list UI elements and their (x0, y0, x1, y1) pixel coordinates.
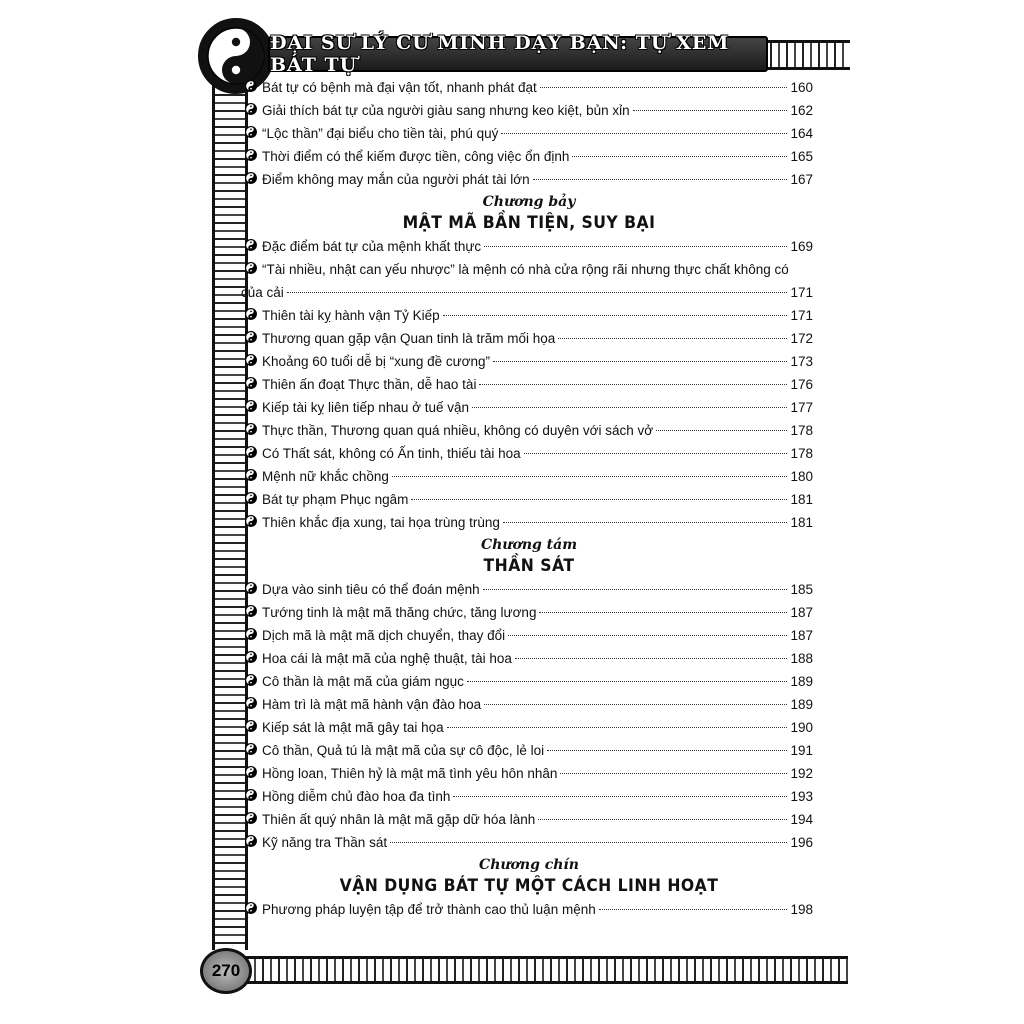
toc-entry-text: Thời điểm có thể kiếm được tiền, công việc ổn định (262, 149, 570, 164)
yin-yang-icon (245, 582, 262, 594)
dot-leader (472, 407, 787, 408)
toc-entry (245, 898, 813, 921)
toc-entry-text: Kiếp tài kỵ liên tiếp nhau ở tuế vận (262, 400, 469, 415)
toc-entry (245, 624, 813, 647)
chapter-title: THẦN SÁT (483, 556, 575, 576)
toc-entry (245, 488, 813, 511)
dot-leader (538, 819, 787, 820)
dot-leader (493, 361, 787, 362)
toc-entry-text: Khoảng 60 tuổi dễ bị “xung đề cương” (262, 354, 491, 369)
dot-leader (503, 522, 788, 523)
dot-leader (453, 796, 787, 797)
toc-entry-text-continued: của cải (241, 285, 284, 300)
yin-yang-icon (245, 492, 262, 504)
toc-entry-text: Mệnh nữ khắc chồng (262, 469, 389, 484)
yin-yang-icon (245, 651, 262, 663)
yin-yang-icon (245, 423, 262, 435)
toc-page-number: 173 (790, 354, 813, 369)
yin-yang-icon (245, 400, 262, 412)
toc-entry-text: Giải thích bát tự của người giàu sang nhưng keo kiệt, bủn xỉn (262, 103, 630, 118)
dot-leader (390, 842, 787, 843)
toc-entry (245, 785, 813, 808)
toc-entry-text: Dịch mã là mật mã dịch chuyển, thay đổi (262, 628, 506, 643)
toc-page-number: 198 (790, 902, 813, 917)
toc-page-number: 172 (790, 331, 813, 346)
yin-yang-icon (245, 628, 262, 640)
toc-entry (241, 258, 813, 304)
toc-entry (245, 831, 813, 854)
toc-entry (245, 76, 813, 99)
toc-page-number: 171 (790, 308, 813, 323)
yin-yang-icon (245, 149, 262, 161)
dot-leader (479, 384, 787, 385)
toc-entry (245, 601, 813, 624)
dot-leader (515, 658, 788, 659)
toc-page-number: 178 (790, 423, 813, 438)
yin-yang-icon (245, 902, 262, 914)
toc-entry-text: Hồng diễm chủ đào hoa đa tình (262, 789, 451, 804)
toc-page-number: 165 (790, 149, 813, 164)
dot-leader (540, 87, 788, 88)
toc-entry (245, 716, 813, 739)
decorative-border-left (212, 70, 248, 950)
toc-entry-text: Thương quan gặp vận Quan tinh là trăm mối họa (262, 331, 556, 346)
toc-entry (245, 168, 813, 191)
toc-entry (245, 647, 813, 670)
toc-page-number: 189 (790, 697, 813, 712)
toc-entry (245, 693, 813, 716)
toc-entry-text: Thiên ấn đoạt Thực thần, dễ hao tài (262, 377, 477, 392)
toc-page-number: 164 (790, 126, 813, 141)
toc-entry-text: Hoa cái là mật mã của nghệ thuật, tài hoa (262, 651, 512, 666)
yin-yang-icon (245, 446, 262, 458)
chapter-label: Chương tám (480, 537, 578, 553)
toc-page-number: 189 (790, 674, 813, 689)
dot-leader (508, 635, 787, 636)
toc-entry-text: Dựa vào sinh tiêu có thể đoán mệnh (262, 582, 480, 597)
book-title: ĐẠI SƯ LÝ CƯ MINH DẠY BẠN: TỰ XEM BÁT TỰ (270, 32, 730, 76)
table-of-contents (241, 76, 813, 921)
toc-entry (245, 145, 813, 168)
toc-page-number: 167 (790, 172, 813, 187)
toc-entry (245, 419, 813, 442)
toc-entry (245, 304, 813, 327)
yin-yang-icon (245, 262, 262, 274)
yin-yang-icon (245, 743, 262, 755)
yin-yang-icon (245, 377, 262, 389)
toc-entry-text: Hồng loan, Thiên hỷ là mật mã tình yêu hôn nhân (262, 766, 558, 781)
toc-page-number: 180 (790, 469, 813, 484)
toc-entry (245, 578, 813, 601)
dot-leader (560, 773, 787, 774)
yin-yang-icon (245, 469, 262, 481)
yin-yang-icon (245, 308, 262, 320)
dot-leader (467, 681, 788, 682)
toc-page-number: 192 (790, 766, 813, 781)
toc-page-number: 181 (790, 515, 813, 530)
toc-entry (245, 396, 813, 419)
yin-yang-icon (245, 515, 262, 527)
toc-entry-text: Đặc điểm bát tự của mệnh khất thực (262, 239, 482, 254)
toc-entry (245, 739, 813, 762)
yin-yang-icon (245, 239, 262, 251)
toc-entry-text: Thiên tài kỵ hành vận Tỷ Kiếp (262, 308, 440, 323)
decorative-border-bottom (240, 956, 848, 984)
page-number-badge (200, 948, 252, 994)
dot-leader (539, 612, 787, 613)
toc-entry (245, 670, 813, 693)
yin-yang-icon (245, 812, 262, 824)
toc-entry-text: Bát tự phạm Phục ngâm (262, 492, 409, 507)
toc-page-number: 169 (790, 239, 813, 254)
toc-entry (245, 465, 813, 488)
toc-entry (245, 511, 813, 534)
dot-leader (447, 727, 788, 728)
toc-entry (245, 442, 813, 465)
toc-entry-text: Hàm trì là mật mã hành vận đào hoa (262, 697, 482, 712)
dot-leader (599, 909, 788, 910)
toc-entry (245, 762, 813, 785)
toc-entry-text: Có Thất sát, không có Ấn tinh, thiếu tài hoa (262, 446, 521, 461)
toc-entry-text: Cô thần là mật mã của giám ngục (262, 674, 464, 689)
toc-entry-text: Phương pháp luyện tập để trở thành cao thủ luận mệnh (262, 902, 596, 917)
toc-page-number: 185 (790, 582, 813, 597)
yin-yang-icon (245, 789, 262, 801)
dot-leader (633, 110, 788, 111)
toc-entry-text: “Lộc thần” đại biểu cho tiền tài, phú quý (262, 126, 499, 141)
toc-page-number: 177 (790, 400, 813, 415)
toc-entry-text: “Tài nhiều, nhật can yếu nhược” là mệnh có nhà cửa rộng rãi nhưng thực chất không có (262, 262, 789, 277)
toc-entry-text: Điểm không may mắn của người phát tài lớn (262, 172, 530, 187)
toc-entry (245, 350, 813, 373)
dot-leader (656, 430, 787, 431)
chapter-label: Chương chín (479, 857, 579, 873)
toc-entry-text: Tướng tinh là mật mã thăng chức, tăng lương (262, 605, 537, 620)
toc-page-number: 176 (790, 377, 813, 392)
toc-entry-text: Thiên ất quý nhân là mật mã gặp dữ hóa lành (262, 812, 536, 827)
yin-yang-icon (245, 354, 262, 366)
dot-leader (533, 179, 788, 180)
dot-leader (443, 315, 788, 316)
toc-entry-text: Bát tự có bệnh mà đại vận tốt, nhanh phát đạt (262, 80, 537, 95)
toc-entry (245, 235, 813, 258)
toc-page-number: 193 (790, 789, 813, 804)
toc-page-number: 190 (790, 720, 813, 735)
toc-entry-text: Thực thần, Thương quan quá nhiều, không có duyên với sách vở (262, 423, 654, 438)
toc-page-number: 187 (790, 628, 813, 643)
dot-leader (484, 246, 787, 247)
page-number: 270 (211, 961, 241, 980)
toc-entry-line (241, 281, 813, 304)
toc-page-number: 160 (790, 80, 813, 95)
yin-yang-icon (245, 697, 262, 709)
running-header (268, 32, 768, 76)
toc-page-number: 178 (790, 446, 813, 461)
toc-page-number: 171 (790, 285, 813, 300)
toc-page-number: 187 (790, 605, 813, 620)
toc-entry-text: Kiếp sát là mật mã gây tai họa (262, 720, 444, 735)
toc-page-number: 162 (790, 103, 813, 118)
toc-entry (245, 373, 813, 396)
yin-yang-icon (245, 605, 262, 617)
toc-entry (245, 99, 813, 122)
yin-yang-icon (245, 720, 262, 732)
toc-entry (245, 122, 813, 145)
dot-leader (558, 338, 787, 339)
yin-yang-icon (245, 172, 262, 184)
decorative-border-top (764, 40, 850, 70)
dot-leader (572, 156, 787, 157)
yin-yang-icon (245, 126, 262, 138)
yin-yang-icon (245, 80, 262, 92)
toc-page-number: 194 (790, 812, 813, 827)
toc-page-number: 188 (790, 651, 813, 666)
dot-leader (524, 453, 788, 454)
dot-leader (484, 704, 787, 705)
dot-leader (411, 499, 787, 500)
toc-entry (245, 808, 813, 831)
yin-yang-icon (245, 835, 262, 847)
dot-leader (287, 292, 788, 293)
toc-page-number: 191 (790, 743, 813, 758)
dot-leader (392, 476, 788, 477)
toc-entry-line (245, 258, 813, 281)
toc-page-number: 196 (790, 835, 813, 850)
yin-yang-icon (245, 103, 262, 115)
chapter-title: VẬN DỤNG BÁT TỰ MỘT CÁCH LINH HOẠT (339, 876, 719, 896)
toc-entry-text: Kỹ năng tra Thần sát (262, 835, 388, 850)
toc-page-number: 181 (790, 492, 813, 507)
toc-entry-text: Thiên khắc địa xung, tai họa trùng trùng (262, 515, 500, 530)
dot-leader (483, 589, 788, 590)
toc-entry-text: Cô thần, Quả tú là mật mã của sự cô độc, lẻ loi (262, 743, 545, 758)
yin-yang-icon (245, 674, 262, 686)
toc-entry (245, 327, 813, 350)
dot-leader (547, 750, 787, 751)
chapter-label: Chương bảy (482, 194, 576, 210)
chapter-title: MẬT MÃ BẦN TIỆN, SUY BẠI (402, 213, 656, 233)
dot-leader (501, 133, 787, 134)
yin-yang-icon (245, 331, 262, 343)
yin-yang-icon (245, 766, 262, 778)
